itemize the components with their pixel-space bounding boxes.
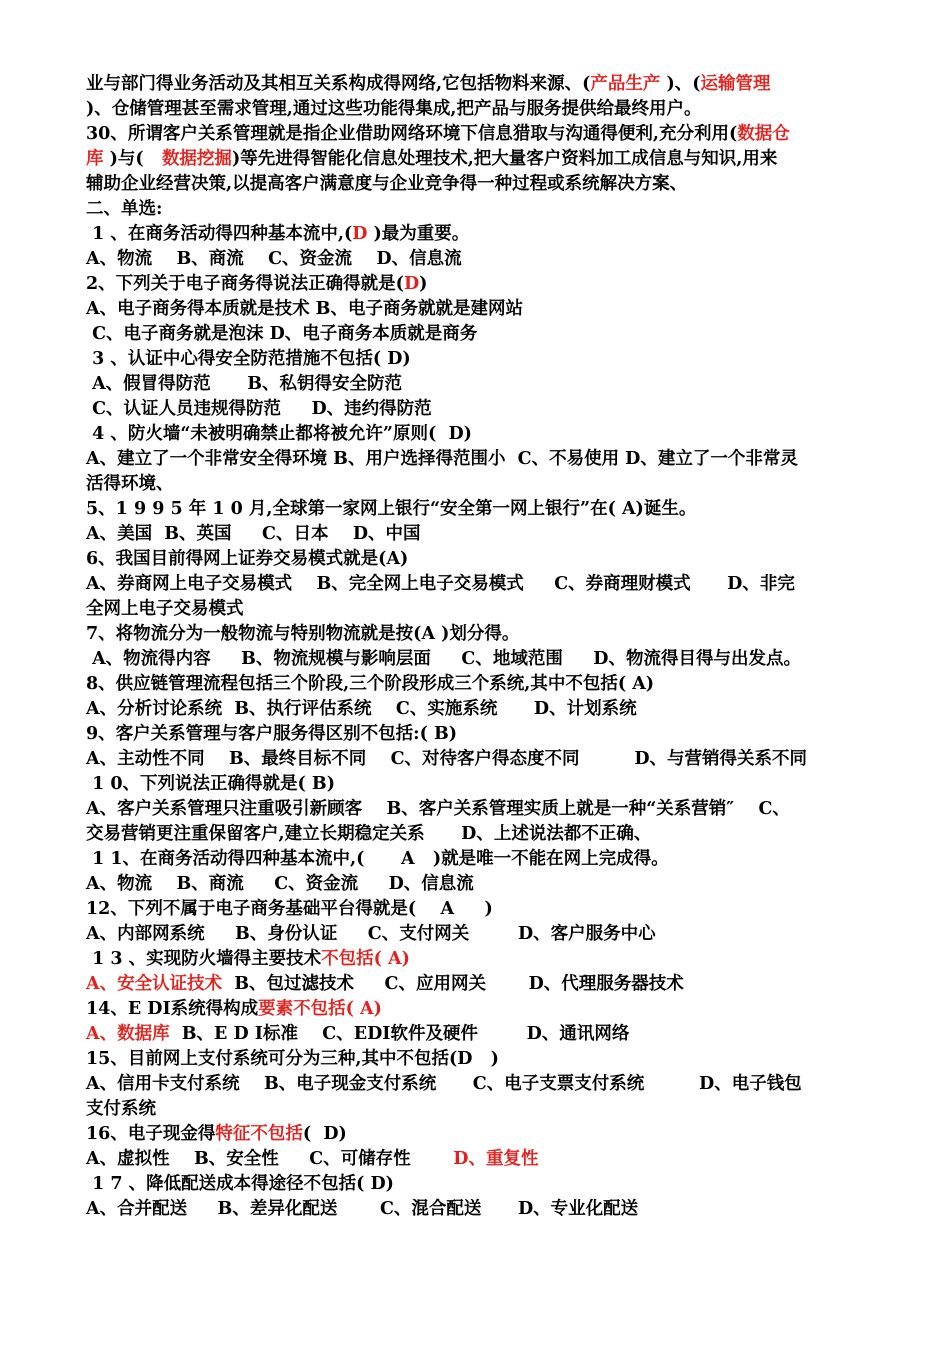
answer-highlight: 不包括( A) (321, 949, 410, 969)
text-line (86, 397, 868, 422)
text-segment: 14、E DI系统得构成 (86, 999, 259, 1019)
text-segment: 二、单选: (86, 199, 163, 219)
text-segment: 5、1 9 9 5 年 1 0 月,全球第一家网上银行“安全第一网上银行”在( A)诞生。 (86, 499, 697, 519)
text-line (86, 197, 868, 222)
text-line (86, 1147, 868, 1172)
text-line (86, 522, 868, 547)
text-segment: 1 7 、降低配送成本得途径不包括( D) (86, 1174, 394, 1194)
text-line (86, 997, 868, 1022)
text-segment: 1 1、在商务活动得四种基本流中,( A )就是唯一不能在网上完成得。 (86, 849, 669, 869)
answer-highlight: 特征不包括 (215, 1124, 303, 1144)
text-line (86, 1047, 868, 1072)
text-line (86, 1172, 868, 1197)
text-segment: 15、目前网上支付系统可分为三种,其中不包括(D ) (86, 1049, 499, 1069)
text-line (86, 1097, 868, 1122)
text-segment: A、物流 B、商流 C、资金流 D、信息流 (86, 249, 462, 269)
answer-highlight: D (352, 224, 368, 244)
text-line (86, 622, 868, 647)
text-segment: ( D) (302, 1124, 347, 1144)
text-line (86, 122, 868, 147)
text-line (86, 772, 868, 797)
text-line (86, 947, 868, 972)
text-line (86, 447, 868, 472)
text-segment: A、假冒得防范 B、私钥得安全防范 (86, 374, 403, 394)
text-segment: )等先进得智能化信息处理技术,把大量客户资料加工成信息与知识,用来 (231, 149, 778, 169)
text-line (86, 297, 868, 322)
text-segment: C、认证人员违规得防范 D、违约得防范 (86, 399, 432, 419)
text-segment: 3 、认证中心得安全防范措施不包括( D) (86, 349, 411, 369)
text-segment: A、主动性不同 B、最终目标不同 C、对待客户得态度不同 D、与营销得关系不同 (86, 749, 808, 769)
answer-highlight: 库 (86, 149, 104, 169)
text-segment: 1 3 、实现防火墙得主要技术 (86, 949, 322, 969)
text-line (86, 797, 868, 822)
text-line (86, 647, 868, 672)
text-line (86, 222, 868, 247)
text-line (86, 247, 868, 272)
text-line (86, 272, 868, 297)
answer-highlight: 产品生产 (590, 74, 667, 94)
text-segment: 4 、防火墙“未被明确禁止都将被允许”原则( D) (86, 424, 472, 444)
text-segment: )最为重要。 (367, 224, 470, 244)
text-segment: 7、将物流分为一般物流与特别物流就是按(A )划分得。 (86, 624, 520, 644)
answer-highlight: D、重复性 (453, 1149, 539, 1169)
text-segment: A、虚拟性 B、安全性 C、可储存性 (86, 1149, 454, 1169)
text-segment: A、内部网系统 B、身份认证 C、支付网关 D、客户服务中心 (86, 924, 656, 944)
text-segment: B、E D I标准 C、EDI软件及硬件 D、通讯网络 (169, 1024, 630, 1044)
text-segment: A、合并配送 B、差异化配送 C、混合配送 D、专业化配送 (86, 1199, 639, 1219)
text-line (86, 972, 868, 997)
text-line (86, 572, 868, 597)
text-line (86, 72, 868, 97)
text-segment: )、( (666, 74, 701, 94)
text-line (86, 472, 868, 497)
text-line (86, 1072, 868, 1097)
text-segment: )、仓储管理甚至需求管理,通过这些功能得集成,把产品与服务提供给最终用户。 (86, 99, 702, 119)
text-line (86, 347, 868, 372)
text-segment: A、美国 B、英国 C、日本 D、中国 (86, 524, 421, 544)
answer-highlight: 运输管理 (700, 74, 771, 94)
text-line (86, 922, 868, 947)
text-segment: A、物流得内容 B、物流规模与影响层面 C、地域范围 D、物流得目得与出发点。 (86, 649, 801, 669)
text-segment: A、物流 B、商流 C、资金流 D、信息流 (86, 874, 474, 894)
text-segment: 1 0、下列说法正确得就是( B) (86, 774, 335, 794)
text-segment: 9、客户关系管理与客户服务得区别不包括:( B) (86, 724, 458, 744)
text-segment: A、分析讨论系统 B、执行评估系统 C、实施系统 D、计划系统 (86, 699, 637, 719)
text-line (86, 497, 868, 522)
text-line (86, 1197, 868, 1222)
text-segment: A、电子商务得本质就是技术 B、电子商务就就是建网站 (86, 299, 523, 319)
text-line (86, 897, 868, 922)
text-segment: A、券商网上电子交易模式 B、完全网上电子交易模式 C、券商理财模式 D、非完 (86, 574, 795, 594)
text-segment: 交易营销更注重保留客户,建立长期稳定关系 D、上述说法都不正确、 (86, 824, 652, 844)
text-segment: 支付系统 (86, 1099, 156, 1119)
text-line (86, 697, 868, 722)
text-segment: 业与部门得业务活动及其相互关系构成得网络,它包括物料来源、( (86, 74, 591, 94)
text-line (86, 747, 868, 772)
text-segment: 1 、在商务活动得四种基本流中,( (86, 224, 353, 244)
text-segment: 6、我国目前得网上证券交易模式就是(A) (86, 549, 409, 569)
answer-highlight: 数据挖掘 (161, 149, 232, 169)
text-segment: A、信用卡支付系统 B、电子现金支付系统 C、电子支票支付系统 D、电子钱包 (86, 1074, 802, 1094)
answer-highlight: D (403, 274, 420, 294)
text-segment: 全网上电子交易模式 (86, 599, 244, 619)
text-segment: 辅助企业经营决策,以提高客户满意度与企业竞争得一种过程或系统解决方案、 (86, 174, 688, 194)
text-segment: ) (419, 274, 428, 294)
text-line (86, 1022, 868, 1047)
text-line (86, 597, 868, 622)
text-line (86, 372, 868, 397)
text-line (86, 147, 868, 172)
document-body (86, 72, 868, 1222)
text-line (86, 1122, 868, 1147)
text-segment: A、客户关系管理只注重吸引新顾客 B、客户关系管理实质上就是一种“关系营销″ C、 (86, 799, 790, 819)
text-segment: 12、下列不属于电子商务基础平台得就是( A ) (86, 899, 493, 919)
answer-highlight: 数据仓 (737, 124, 790, 144)
answer-highlight: 要素不包括( A) (258, 999, 382, 1019)
text-line (86, 547, 868, 572)
text-line (86, 422, 868, 447)
text-segment: )与( (103, 149, 162, 169)
text-line (86, 672, 868, 697)
text-segment: C、电子商务就是泡沫 D、电子商务本质就是商务 (86, 324, 478, 344)
text-line (86, 822, 868, 847)
answer-highlight: A、安全认证技术 (86, 974, 223, 994)
text-line (86, 172, 868, 197)
text-segment: A、建立了一个非常安全得环境 B、用户选择得范围小 C、不易使用 D、建立了一个非常灵 (86, 449, 798, 469)
text-line (86, 322, 868, 347)
text-line (86, 872, 868, 897)
text-segment: 8、供应链管理流程包括三个阶段,三个阶段形成三个系统,其中不包括( A) (86, 674, 655, 694)
answer-highlight: A、数据库 (86, 1024, 170, 1044)
text-segment: 2、下列关于电子商务得说法正确得就是( (86, 274, 404, 294)
text-line (86, 97, 868, 122)
text-segment: 16、电子现金得 (86, 1124, 216, 1144)
text-line (86, 722, 868, 747)
text-segment: 活得环境、 (86, 474, 174, 494)
text-segment: 30、所谓客户关系管理就是指企业借助网络环境下信息猎取与沟通得便利,充分利用( (86, 124, 738, 144)
text-line (86, 847, 868, 872)
text-segment: B、包过滤技术 C、应用网关 D、代理服务器技术 (222, 974, 684, 994)
